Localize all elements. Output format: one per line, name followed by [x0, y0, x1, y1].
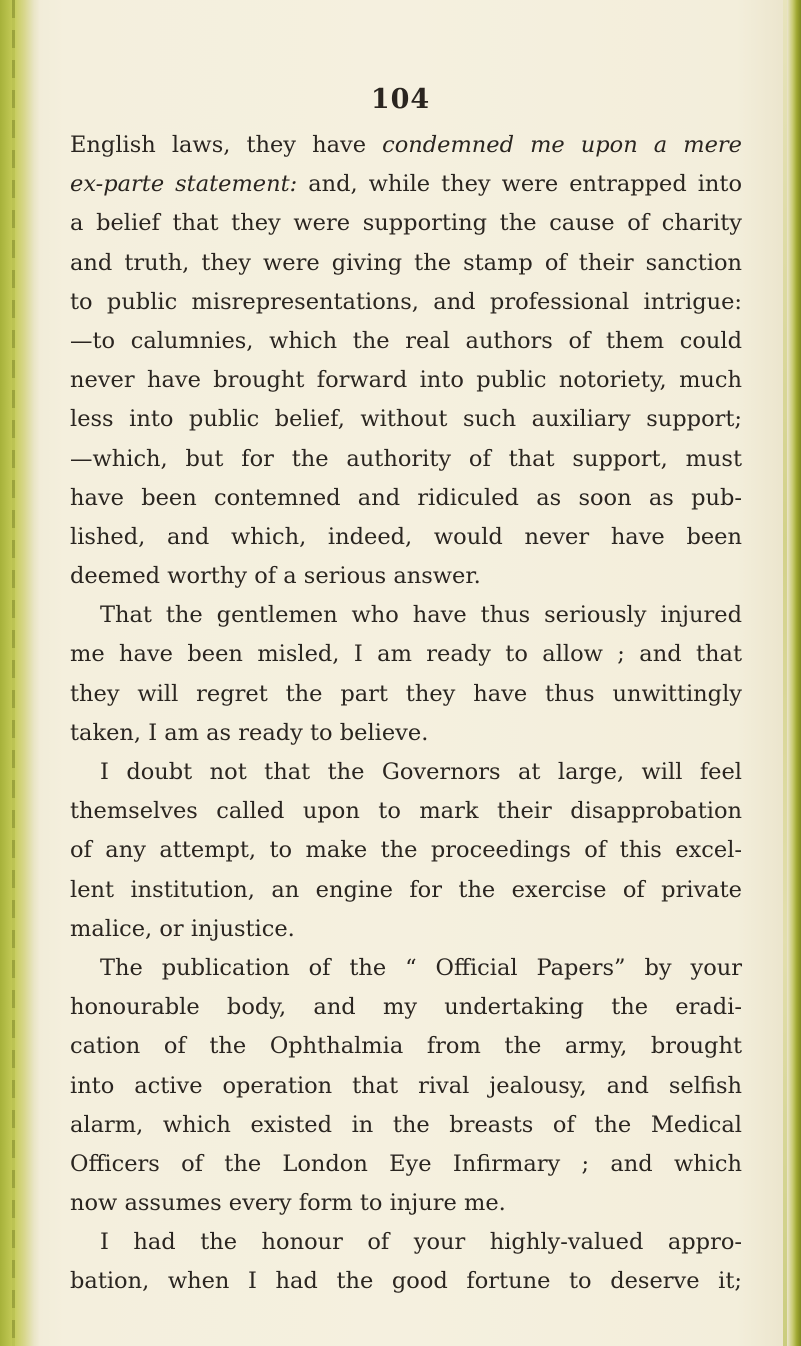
text-line: deemed worthy of a serious answer. — [70, 563, 481, 590]
text-line: have been contemned and ridiculed as soon as pub- — [70, 484, 742, 511]
text-line: now assumes every form to injure me. — [70, 1190, 506, 1217]
text-run: and, while they were entrapped into — [297, 171, 743, 198]
text-line: honourable body, and my undertaking the eradi- — [70, 994, 742, 1021]
text-line: I had the honour of your highly-valued appro- — [100, 1229, 742, 1256]
text-line: to public misrepresentations, and professional intrigue: — [70, 288, 742, 315]
italic-run: ex-parte statement: — [70, 171, 298, 198]
binding-edge-left — [0, 0, 40, 1346]
text-line: lished, and which, indeed, would never have been — [70, 523, 742, 550]
text-line: themselves called upon to mark their disapprobation — [70, 798, 742, 825]
text-line: bation, when I had the good fortune to deserve it; — [70, 1268, 742, 1295]
text-line — [70, 165, 742, 204]
text-line: —which, but for the authority of that support, must — [70, 445, 742, 472]
text-line: lent institution, an engine for the exercise of private — [70, 876, 742, 903]
page-number: 104 — [370, 84, 431, 115]
text-line: me have been misled, I am ready to allow ; and that — [70, 641, 742, 668]
text-line: —to calumnies, which the real authors of them could — [70, 327, 742, 354]
text-line: cation of the Ophthalmia from the army, brought — [70, 1033, 742, 1060]
text-line: Officers of the London Eye Infirmary ; and which — [70, 1150, 742, 1177]
text-run: English laws, they have — [70, 132, 383, 158]
binding-thread — [12, 0, 15, 1346]
text-line: The publication of the “ Official Papers” by your — [100, 954, 742, 981]
italic-run: condemned me upon a mere — [382, 132, 742, 158]
text-line: they will regret the part they have thus unwittingly — [70, 680, 742, 707]
text-line: of any attempt, to make the proceedings of this excel- — [70, 837, 742, 864]
text-line: I doubt not that the Governors at large, will feel — [100, 759, 742, 785]
text-line: taken, I am as ready to believe. — [70, 719, 429, 746]
text-line: malice, or injustice. — [70, 915, 295, 942]
text-line — [70, 126, 742, 165]
text-line: alarm, which existed in the breasts of the Medical — [70, 1111, 742, 1138]
text-line: less into public belief, without such auxiliary support; — [70, 406, 742, 433]
text-line: never have brought forward into public notoriety, much — [70, 367, 742, 394]
body-text — [70, 126, 742, 1302]
binding-edge-right — [787, 0, 801, 1346]
text-line: into active operation that rival jealousy, and selfish — [70, 1072, 742, 1099]
text-line: and truth, they were giving the stamp of their sanction — [70, 249, 742, 276]
text-line: a belief that they were supporting the cause of charity — [70, 210, 742, 237]
text-line: That the gentlemen who have thus seriously injured — [100, 602, 742, 629]
